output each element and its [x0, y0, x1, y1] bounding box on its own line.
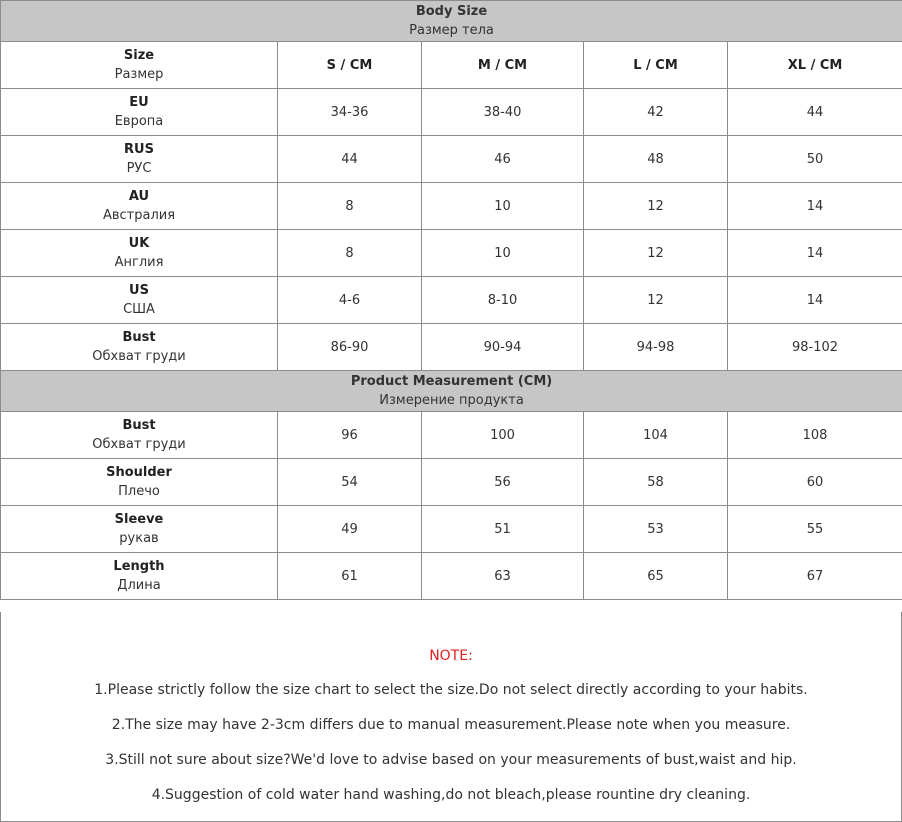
table-cell: 86-90: [278, 324, 422, 371]
table-cell: 12: [584, 277, 728, 324]
row-label: [1, 553, 278, 600]
table-cell: 60: [728, 459, 902, 506]
product-header-row: [1, 371, 902, 412]
row-label-en: Bust: [122, 330, 156, 345]
table-cell: 49: [278, 506, 422, 553]
table-row-shoulder: [1, 459, 902, 506]
row-label-en: RUS: [124, 142, 154, 157]
row-label-en: UK: [128, 236, 150, 251]
row-label-ru: Австралия: [102, 208, 176, 223]
table-row-product-bust: [1, 412, 902, 459]
table-cell: 8: [278, 230, 422, 277]
size-label-en: Size: [123, 48, 155, 63]
row-label-en: Shoulder: [106, 465, 172, 480]
table-cell: 14: [728, 183, 902, 230]
column-header-row: [1, 42, 902, 89]
table-cell: 58: [584, 459, 728, 506]
row-label-en: Sleeve: [114, 512, 164, 527]
table-cell: 56: [422, 459, 584, 506]
body-size-header-row: [1, 1, 902, 42]
table-cell: 4-6: [278, 277, 422, 324]
row-label-ru: Европа: [114, 114, 164, 129]
table-cell: 38-40: [422, 89, 584, 136]
size-label-ru: Размер: [114, 67, 164, 82]
body-size-subtitle: Размер тела: [409, 23, 494, 38]
table-cell: 42: [584, 89, 728, 136]
row-label: [1, 277, 278, 324]
product-subtitle: Измерение продукта: [379, 393, 524, 408]
row-label: [1, 136, 278, 183]
table-cell: 104: [584, 412, 728, 459]
table-cell: 98-102: [728, 324, 902, 371]
row-label: [1, 459, 278, 506]
note-line-4: 4.Suggestion of cold water hand washing,do not bleach,please rountine dry cleaning.: [151, 787, 751, 803]
table-cell: 108: [728, 412, 902, 459]
row-label: [1, 230, 278, 277]
table-row-uk: [1, 230, 902, 277]
table-cell: 8: [278, 183, 422, 230]
table-cell: 96: [278, 412, 422, 459]
row-label-en: US: [129, 283, 149, 298]
table-cell: 10: [422, 230, 584, 277]
table-cell: 54: [278, 459, 422, 506]
row-label-ru: США: [123, 302, 155, 317]
table-cell: 46: [422, 136, 584, 183]
table-cell: 67: [728, 553, 902, 600]
row-label: [1, 506, 278, 553]
table-cell: 55: [728, 506, 902, 553]
notes-panel: [0, 612, 902, 822]
table-cell: 44: [728, 89, 902, 136]
table-cell: 53: [584, 506, 728, 553]
table-row-rus: [1, 136, 902, 183]
row-label-en: Length: [113, 559, 165, 574]
row-label-ru: рукав: [119, 531, 159, 546]
table-row-sleeve: [1, 506, 902, 553]
row-label: [1, 183, 278, 230]
table-row-au: [1, 183, 902, 230]
table-row-us: [1, 277, 902, 324]
note-line-3: 3.Still not sure about size?We'd love to advise based on your measurements of bust,waist and hip.: [105, 752, 797, 768]
table-cell: 100: [422, 412, 584, 459]
table-cell: 12: [584, 230, 728, 277]
row-label-ru: Длина: [117, 578, 161, 593]
column-header-l: L / CM: [584, 42, 728, 89]
note-line-1: 1.Please strictly follow the size chart to select the size.Do not select directly according to your habits.: [94, 682, 808, 698]
column-header-s: S / CM: [278, 42, 422, 89]
row-label-en: AU: [128, 189, 150, 204]
row-label-en: EU: [129, 95, 149, 110]
row-label-ru: Англия: [114, 255, 164, 270]
column-header-m: M / CM: [422, 42, 584, 89]
table-cell: 10: [422, 183, 584, 230]
table-cell: 44: [278, 136, 422, 183]
product-header: [1, 371, 902, 412]
row-label: [1, 89, 278, 136]
row-label: [1, 324, 278, 371]
row-label-ru: РУС: [126, 161, 152, 176]
table-cell: 8-10: [422, 277, 584, 324]
row-label-ru: Обхват груди: [92, 349, 186, 364]
table-cell: 90-94: [422, 324, 584, 371]
table-cell: 63: [422, 553, 584, 600]
product-title: Product Measurement (CM): [350, 374, 553, 389]
table-cell: 94-98: [584, 324, 728, 371]
row-label-ru: Обхват груди: [92, 437, 186, 452]
table-cell: 34-36: [278, 89, 422, 136]
column-header-xl: XL / CM: [728, 42, 902, 89]
table-cell: 50: [728, 136, 902, 183]
table-cell: 51: [422, 506, 584, 553]
table-cell: 65: [584, 553, 728, 600]
table-row-bust: [1, 324, 902, 371]
body-size-title: Body Size: [415, 4, 488, 19]
row-label: [1, 412, 278, 459]
row-label-ru: Плечо: [118, 484, 160, 499]
note-title: NOTE:: [429, 648, 473, 664]
note-line-2: 2.The size may have 2-3cm differs due to manual measurement.Please note when you measure.: [111, 717, 791, 733]
table-cell: 14: [728, 277, 902, 324]
table-cell: 48: [584, 136, 728, 183]
table-row-length: [1, 553, 902, 600]
table-cell: 14: [728, 230, 902, 277]
table-row-eu: [1, 89, 902, 136]
table-cell: 61: [278, 553, 422, 600]
row-label-en: Bust: [122, 418, 156, 433]
body-size-header: [1, 1, 902, 42]
table-cell: 12: [584, 183, 728, 230]
size-label-cell: [1, 42, 278, 89]
